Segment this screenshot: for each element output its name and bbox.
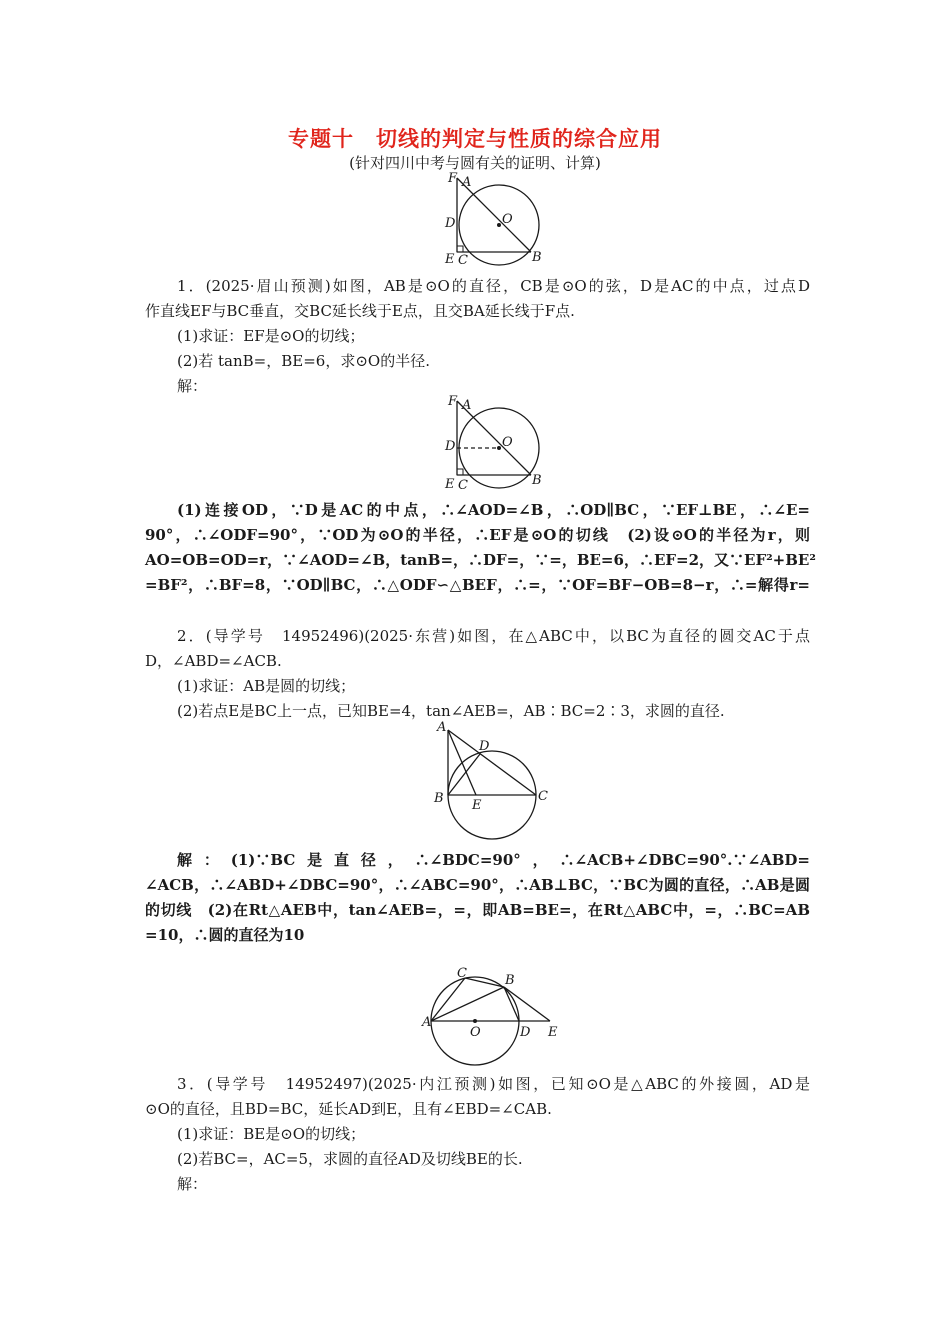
figure-1s-label: A: [462, 398, 472, 413]
problem-1-line: (1)求证：EF是⊙O的切线；: [177, 327, 365, 345]
figure-2-label: E: [472, 798, 482, 813]
problem-2-line: 2．(导学号 14952496)(2025·东营)如图，在△ABC中，以BC为直径的圆交AC于点: [177, 627, 810, 645]
problem-1-line: 作直线EF与BC垂直，交BC延长线于E点，且交BA延长线于F点.: [145, 302, 575, 320]
solution-1-line: AO=OB=OD=r，∵∠AOD=∠B，tanB=，∴DF=，∵=，BE=6，∴EF=2，又∵EF²+BE²: [145, 551, 816, 569]
problem-3-line: 3．(导学号 14952497)(2025·内江预测)如图，已知⊙O是△ABC的外接圆，AD是: [177, 1075, 810, 1093]
figure-1s-center-dot: [497, 446, 501, 450]
problem-3-line: (1)求证：BE是⊙O的切线；: [177, 1125, 366, 1143]
figure-1: [440, 170, 560, 270]
figure-2-line-ac: [448, 730, 536, 795]
problem-1-line: 解：: [177, 377, 208, 395]
figure-3-label: O: [470, 1025, 481, 1040]
solution-1-line: =BF²，∴BF=8，∵OD∥BC，∴△ODF∽△BEF，∴=，∵OF=BF−OB=8−r，∴=解得r=: [145, 576, 810, 594]
figure-1-right-angle: [457, 246, 463, 252]
solution-1-line: (1)连接OD，∵D是AC的中点，∴∠AOD=∠B，∴OD∥BC，∵EF⊥BE，∴∠E=: [177, 501, 810, 519]
figure-1-center-dot: [497, 223, 501, 227]
figure-3-center-dot: [473, 1019, 477, 1023]
figure-2-label: C: [538, 789, 548, 804]
problem-3-line: ⊙O的直径，且BD=BC，延长AD到E，且有∠EBD=∠CAB.: [145, 1100, 552, 1118]
figure-1-label: C: [458, 253, 468, 268]
figure-2: [430, 718, 560, 840]
figure-2-label: B: [434, 791, 444, 806]
figure-1-label: B: [532, 250, 542, 265]
figure-3-label: A: [422, 1015, 432, 1030]
figure-1s-label: B: [532, 473, 542, 488]
figure-1-label: F: [448, 171, 458, 186]
figure-1-label: A: [462, 175, 472, 190]
solution-2-line: ∠ACB，∴∠ABD+∠DBC=90°，∴∠ABC=90°，∴AB⊥BC，∵BC为圆的直径，∴AB是圆: [145, 876, 810, 894]
problem-2-line: (1)求证：AB是圆的切线；: [177, 677, 356, 695]
problem-2-line: D，∠ABD=∠ACB.: [145, 652, 282, 670]
solution-2-line: =10，∴圆的直径为10: [145, 926, 305, 944]
problem-3-line: (2)若BC=，AC=5，求圆的直径AD及切线BE的长.: [177, 1150, 523, 1168]
figure-1-solution: [440, 393, 560, 493]
figure-3: [420, 965, 570, 1065]
figure-1s-right-angle: [457, 469, 463, 475]
figure-3-label: C: [457, 966, 467, 981]
problem-2-line: (2)若点E是BC上一点，已知BE=4，tan∠AEB=，AB∶BC=2∶3，求圆的直径.: [177, 702, 725, 720]
figure-1-label: O: [502, 212, 513, 227]
page-title: 专题十 切线的判定与性质的综合应用: [288, 126, 662, 151]
figure-1-label: D: [445, 216, 456, 231]
figure-3-line-cb: [465, 978, 504, 987]
problem-3-line: 解：: [177, 1175, 208, 1193]
figure-1s-label: D: [445, 439, 456, 454]
figure-2-label: A: [437, 720, 447, 735]
solution-2-line: 的切线 (2)在Rt△AEB中，tan∠AEB=，=，即AB=BE=，在Rt△ABC中，=，∴BC=AB: [145, 901, 810, 919]
figure-1s-label: E: [445, 477, 455, 492]
problem-1-line: 1．(2025·眉山预测)如图，AB是⊙O的直径，CB是⊙O的弦，D是AC的中点，过点D: [177, 277, 810, 295]
figure-1-label: E: [445, 252, 455, 267]
figure-2-label: D: [479, 739, 490, 754]
figure-3-label: B: [505, 973, 515, 988]
figure-1s-label: F: [448, 394, 458, 409]
figure-3-label: D: [520, 1025, 531, 1040]
problem-1-line: (2)若 tanB=，BE=6，求⊙O的半径.: [177, 352, 430, 370]
page-subtitle: (针对四川中考与圆有关的证明、计算): [349, 154, 601, 172]
solution-2-line: 解：(1)∵BC是直径，∴∠BDC=90°，∴∠ACB+∠DBC=90°.∵∠ABD=: [177, 851, 810, 869]
figure-1s-label: O: [502, 435, 513, 450]
solution-1-line: 90°，∴∠ODF=90°，∵OD为⊙O的半径，∴EF是⊙O的切线 (2)设⊙O的半径为r，则: [145, 526, 810, 544]
figure-3-label: E: [548, 1025, 558, 1040]
figure-1s-label: C: [458, 478, 468, 493]
